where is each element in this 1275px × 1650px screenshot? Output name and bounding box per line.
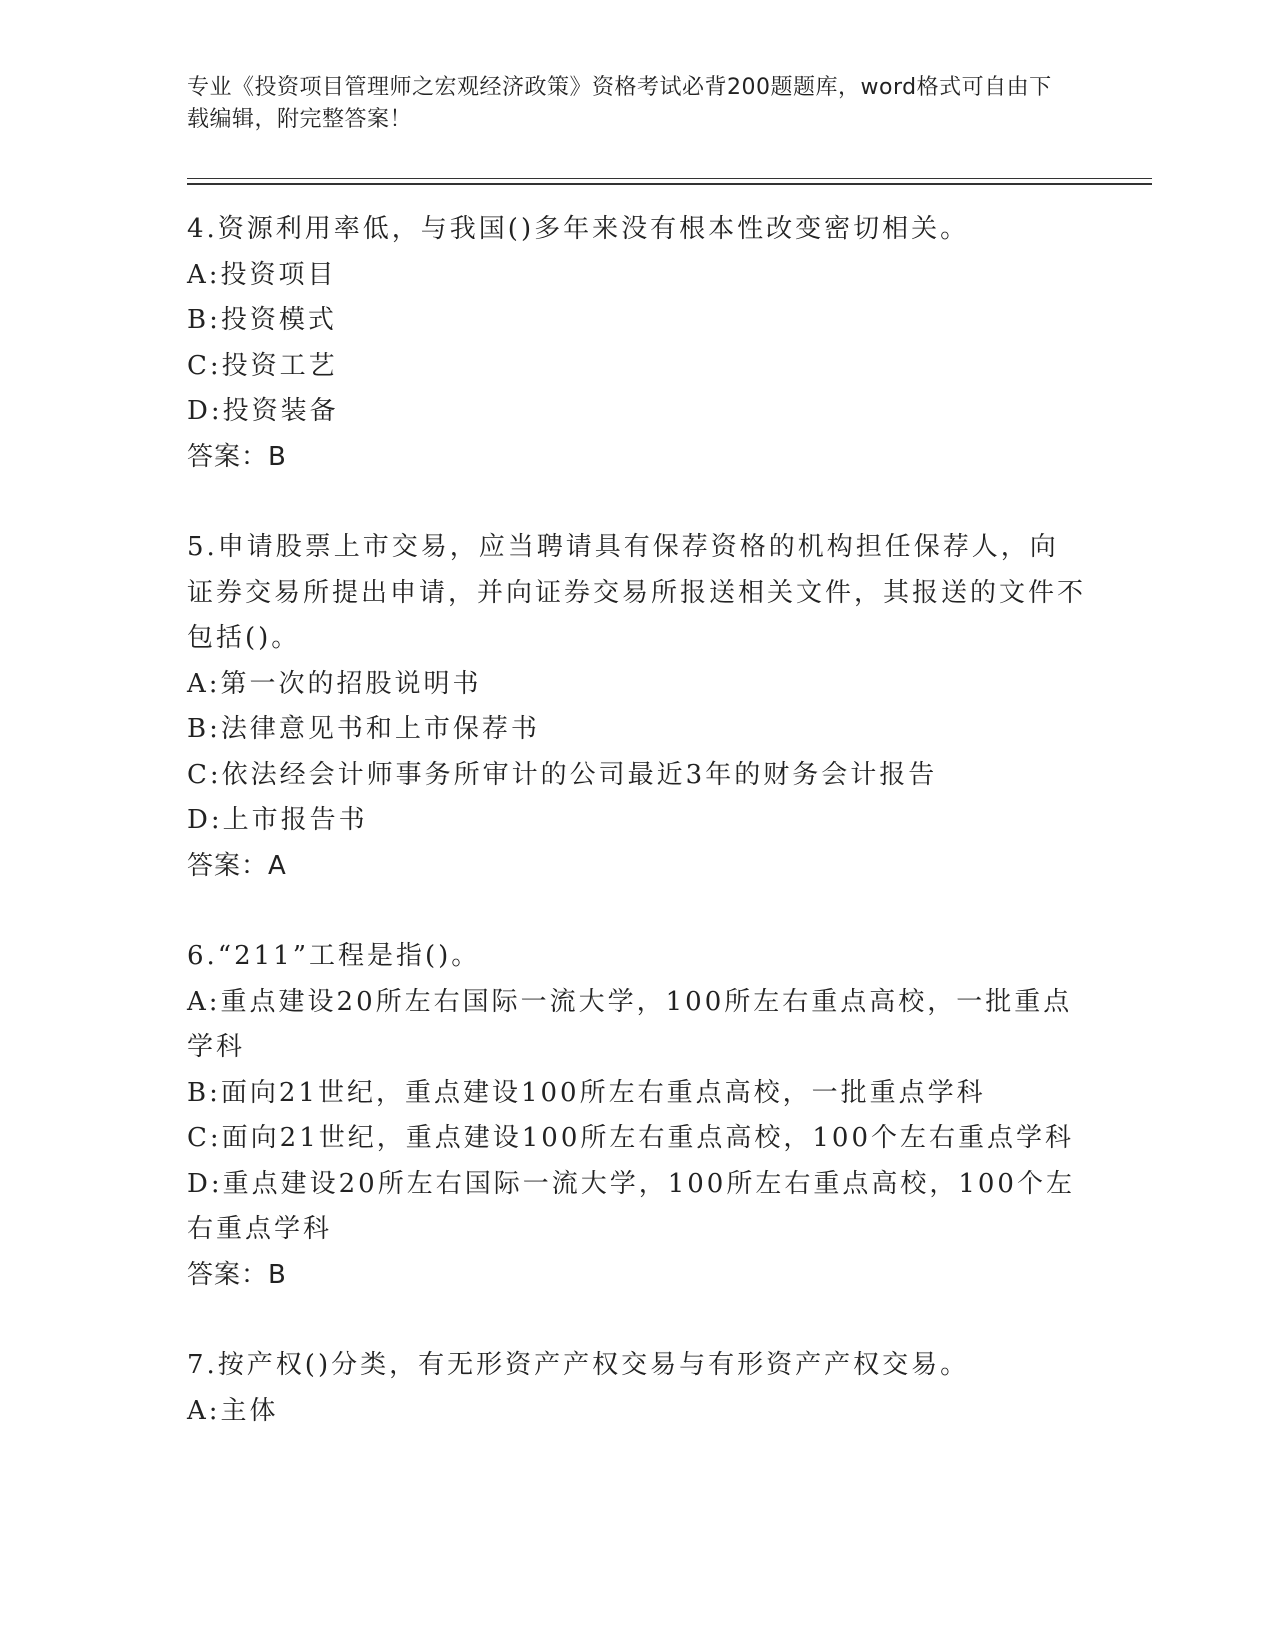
option-a: A:第一次的招股说明书 bbox=[187, 668, 482, 699]
option-b: B:投资模式 bbox=[187, 305, 337, 335]
option-c: C:依法经会计师事务所审计的公司最近3年的财务会计报告 bbox=[187, 759, 938, 790]
answer-key: 答案：B bbox=[187, 441, 287, 472]
option-d: D:投资装备 bbox=[187, 396, 339, 426]
option-c: C:投资工艺 bbox=[187, 350, 338, 381]
option-a: A:投资项目 bbox=[187, 259, 337, 290]
question-list bbox=[187, 207, 1087, 1479]
question-7 bbox=[187, 1343, 1087, 1434]
header-rule-thick bbox=[187, 183, 1152, 185]
question-stem: 5.申请股票上市交易，应当聘请具有保荐资格的机构担任保荐人，向证券交易所提出申请，并向证券交易所报送相关文件，其报送的文件不包括()。 bbox=[187, 532, 1087, 653]
question-5 bbox=[187, 525, 1087, 889]
question-stem: 7.按产权()分类，有无形资产产权交易与有形资产产权交易。 bbox=[187, 1350, 970, 1380]
option-a: A:主体 bbox=[187, 1395, 279, 1426]
answer-key: 答案：B bbox=[187, 1259, 287, 1290]
header-rule-thin bbox=[187, 178, 1152, 179]
option-d: D:重点建设20所左右国际一流大学，100所左右重点高校，100个左右重点学科 bbox=[187, 1168, 1075, 1244]
option-b: B:面向21世纪，重点建设100所左右重点高校，一批重点学科 bbox=[187, 1077, 986, 1108]
option-a: A:重点建设20所左右国际一流大学，100所左右重点高校，一批重点学科 bbox=[187, 986, 1073, 1062]
option-d: D:上市报告书 bbox=[187, 805, 368, 835]
answer-key: 答案：A bbox=[187, 850, 287, 881]
question-6 bbox=[187, 934, 1087, 1298]
question-stem: 4.资源利用率低，与我国()多年来没有根本性改变密切相关。 bbox=[187, 214, 970, 244]
question-4 bbox=[187, 207, 1087, 480]
document-header: 专业《投资项目管理师之宏观经济政策》资格考试必背200题题库，word格式可自由下载编辑，附完整答案！ bbox=[187, 75, 1052, 132]
question-stem: 6.“211”工程是指()。 bbox=[187, 941, 481, 971]
option-b: B:法律意见书和上市保荐书 bbox=[187, 714, 540, 744]
option-c: C:面向21世纪，重点建设100所左右重点高校，100个左右重点学科 bbox=[187, 1123, 1074, 1153]
